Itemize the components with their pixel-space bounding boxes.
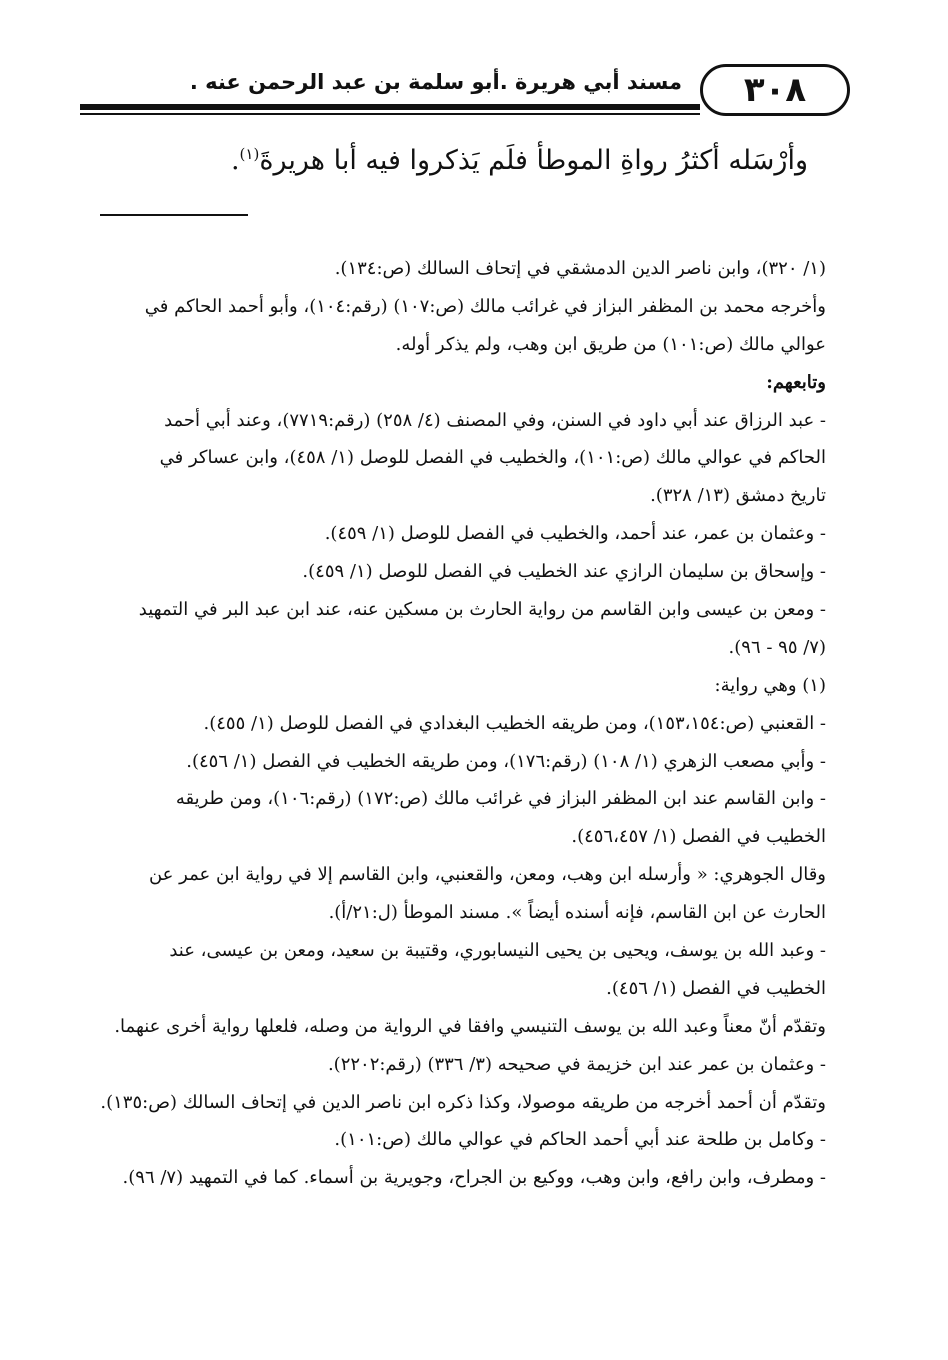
- footnote-line: - وابن القاسم عند ابن المظفر البزاز في غرائب مالك (ص:١٧٢) (رقم:١٠٦)، ومن طريقه: [175, 788, 826, 810]
- footnote-separator: [100, 214, 248, 216]
- footnote-line: (١) وهي رواية:: [714, 674, 826, 696]
- footnote-line: - وعثمان بن عمر عند ابن خزيمة في صحيحه (٣/ ٣٣٦) (رقم:٢٢٠٢).: [327, 1053, 826, 1075]
- footnote-line: - وإسحاق بن سليمان الرازي عند الخطيب في الفصل للوصل (١/ ٤٥٩).: [302, 561, 826, 583]
- page-number: ٣٠٨: [743, 70, 807, 110]
- footnote-line: وتقدّم أن أحمد أخرجه من طريقه موصولا، وكذا ذكره ابن ناصر الدين في إتحاف السالك (ص:١٣٥).: [100, 1091, 826, 1113]
- running-title: مسند أبي هريرة .أبو سلمة بن عبد الرحمن عنه .: [189, 70, 682, 94]
- footnote-line: وتابعهم:: [766, 371, 826, 393]
- page-header: [80, 62, 850, 130]
- footnote-line: - ومعن بن عيسى وابن القاسم من رواية الحارث بن مسكين عنه، عند ابن عبد البر في التمهيد: [138, 599, 826, 621]
- footnote-line: الحارث عن ابن القاسم، فإنه أسنده أيضاً ». مسند الموطأ (ل:٢١/أ).: [328, 902, 826, 924]
- footnote-marker: (١): [239, 145, 260, 163]
- footnote-line: - ومطرف، وابن رافع، وابن وهب، ووكيع بن الجراح، وجويرية بن أسماء. كما في التمهيد (٧/ ٩٦).: [122, 1167, 826, 1189]
- footnote-line: وتقدّم أنّ معناً وعبد الله بن يوسف التنيسي وافقا في الرواية من وصله، فلعلها رواية أخرى عنهما.: [114, 1015, 826, 1037]
- footnote-line: - القعنبي (ص:١٥٣،١٥٤)، ومن طريقه الخطيب البغدادي في الفصل للوصل (١/ ٤٥٥).: [203, 712, 826, 734]
- footnote-line: وقال الجوهري: « وأرسله ابن وهب، ومعن، والقعنبي، وابن القاسم إلا في رواية ابن عمر عن: [148, 864, 826, 886]
- footnote-line: - وعبد الله بن يوسف، ويحيى بن يحيى النيسابوري، وقتيبة بن سعيد، ومعن بن عيسى، عند: [169, 940, 826, 962]
- footnote-line: (١/ ٣٢٠)، وابن ناصر الدين الدمشقي في إتحاف السالك (ص:١٣٤).: [334, 258, 826, 279]
- main-text: [231, 145, 808, 176]
- page-number-frame: [700, 64, 850, 116]
- footnote-line: تاريخ دمشق (١٣/ ٣٢٨).: [650, 485, 826, 507]
- footnote-line: - وكامل بن طلحة عند أبي أحمد الحاكم في عوالي مالك (ص:١٠١).: [334, 1129, 826, 1151]
- footnote-line: الخطيب في الفصل (١/ ٤٥٦).: [606, 977, 826, 999]
- footnote-line: الخطيب في الفصل (١/ ٤٥٦،٤٥٧).: [571, 826, 826, 848]
- header-rule-thin: [80, 113, 700, 115]
- footnote-line: - وعثمان بن عمر، عند أحمد، والخطيب في الفصل للوصل (١/ ٤٥٩).: [324, 523, 826, 545]
- footnote-line: الحاكم في عوالي مالك (ص:١٠١)، والخطيب في الفصل للوصل (١/ ٤٥٨)، وابن عساكر في: [159, 447, 826, 469]
- footnotes: [80, 250, 826, 1197]
- footnote-line: وأخرجه محمد بن المظفر البزاز في غرائب مالك (ص:١٠٧) (رقم:١٠٤)، وأبو أحمد الحاكم في: [144, 295, 826, 317]
- footnote-line: (٧/ ٩٥ - ٩٦).: [728, 636, 826, 658]
- header-rule-thick: [80, 104, 700, 110]
- main-text-end: .: [230, 145, 240, 176]
- footnote-line: عوالي مالك (ص:١٠١) من طريق ابن وهب، ولم يذكر أوله.: [395, 333, 826, 355]
- footnote-line: - وأبي مصعب الزهري (١/ ١٠٨) (رقم:١٧٦)، ومن طريقه الخطيب في الفصل (١/ ٤٥٦).: [186, 750, 826, 772]
- footnote-line: - عبد الرزاق عند أبي داود في السنن، وفي المصنف (٤/ ٢٥٨) (رقم:٧٧١٩)، وعند أبي أحمد: [164, 409, 826, 431]
- main-text-body: وأرْسَله أكثرُ رواةِ الموطأ فلَم يَذكروا فيه أبا هريرةَ: [259, 145, 808, 176]
